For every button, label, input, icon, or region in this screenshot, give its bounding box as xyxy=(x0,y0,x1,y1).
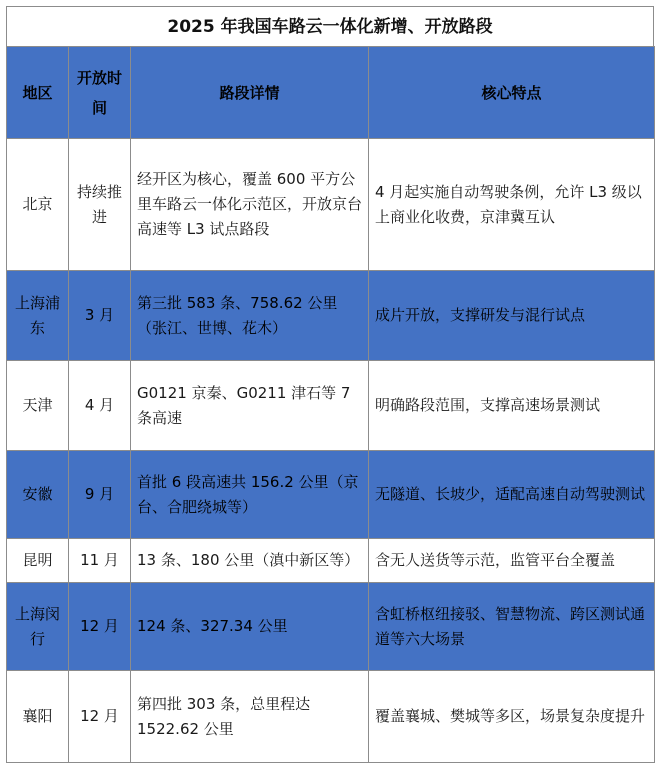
cell-features: 含虹桥枢纽接驳、智慧物流、跨区测试通道等六大场景 xyxy=(369,583,655,671)
cell-features: 含无人送货等示范，监管平台全覆盖 xyxy=(369,539,655,583)
table-row xyxy=(7,271,655,361)
cell-features: 明确路段范围，支撑高速场景测试 xyxy=(369,361,655,451)
cell-time: 12 月 xyxy=(69,583,131,671)
cell-features: 4 月起实施自动驾驶条例，允许 L3 级以上商业化收费，京津冀互认 xyxy=(369,139,655,271)
cell-features: 成片开放，支撑研发与混行试点 xyxy=(369,271,655,361)
header-features: 核心特点 xyxy=(369,47,655,139)
cell-features: 无隧道、长坡少，适配高速自动驾驶测试 xyxy=(369,451,655,539)
cell-region: 襄阳 xyxy=(7,671,69,763)
document xyxy=(6,6,654,762)
cell-region: 上海闵行 xyxy=(7,583,69,671)
table-row xyxy=(7,451,655,539)
road-sections-table xyxy=(6,46,655,763)
cell-time: 11 月 xyxy=(69,539,131,583)
cell-time: 9 月 xyxy=(69,451,131,539)
cell-region: 安徽 xyxy=(7,451,69,539)
table-row xyxy=(7,671,655,763)
cell-time: 4 月 xyxy=(69,361,131,451)
table-row xyxy=(7,583,655,671)
cell-region: 北京 xyxy=(7,139,69,271)
cell-features: 覆盖襄城、樊城等多区，场景复杂度提升 xyxy=(369,671,655,763)
cell-details: 第三批 583 条、758.62 公里（张江、世博、花木） xyxy=(131,271,369,361)
cell-time: 持续推进 xyxy=(69,139,131,271)
header-details: 路段详情 xyxy=(131,47,369,139)
cell-time: 12 月 xyxy=(69,671,131,763)
cell-region: 天津 xyxy=(7,361,69,451)
cell-details: G0121 京秦、G0211 津石等 7 条高速 xyxy=(131,361,369,451)
cell-region: 上海浦东 xyxy=(7,271,69,361)
table-title: 2025 年我国车路云一体化新增、开放路段 xyxy=(6,6,654,46)
table-row xyxy=(7,139,655,271)
cell-time: 3 月 xyxy=(69,271,131,361)
cell-details: 第四批 303 条，总里程达 1522.62 公里 xyxy=(131,671,369,763)
cell-details: 13 条、180 公里（滇中新区等） xyxy=(131,539,369,583)
table-row xyxy=(7,361,655,451)
header-region: 地区 xyxy=(7,47,69,139)
cell-details: 首批 6 段高速共 156.2 公里（京台、合肥绕城等） xyxy=(131,451,369,539)
header-time: 开放时间 xyxy=(69,47,131,139)
header-row xyxy=(7,47,655,139)
cell-details: 124 条、327.34 公里 xyxy=(131,583,369,671)
cell-details: 经开区为核心，覆盖 600 平方公里车路云一体化示范区，开放京台高速等 L3 试点路段 xyxy=(131,139,369,271)
cell-region: 昆明 xyxy=(7,539,69,583)
table-row xyxy=(7,539,655,583)
